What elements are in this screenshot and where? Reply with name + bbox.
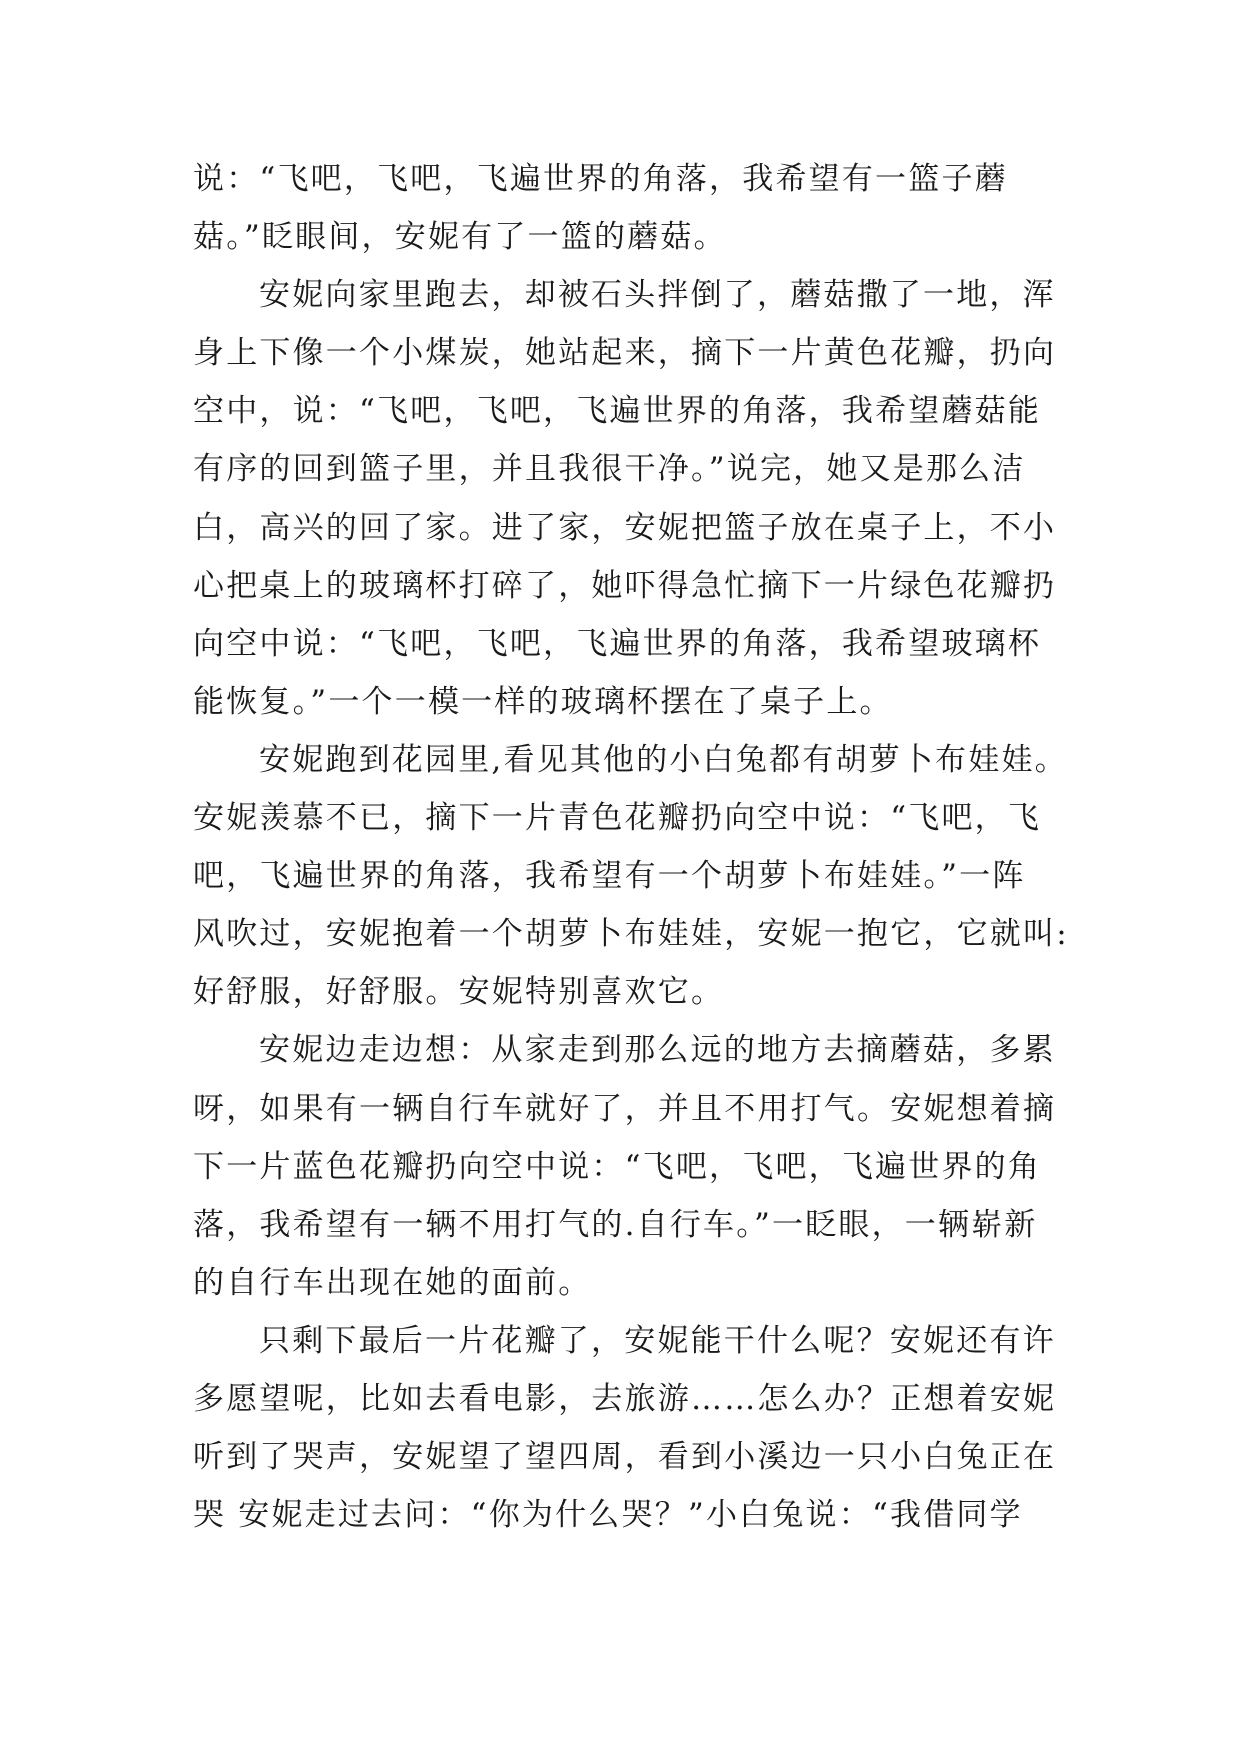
text-line: 心把桌上的玻璃杯打碎了，她吓得急忙摘下一片绿色花瓣扔 xyxy=(193,567,1057,604)
text-line: 好舒服，好舒服。安妮特别喜欢它。 xyxy=(193,974,725,1011)
text-line: 落，我希望有一辆不用打气的.自行车。”一眨眼，一辆崭新 xyxy=(193,1206,1038,1243)
text-line: 多愿望呢，比如去看电影，去旅游……怎么办？正想着安妮 xyxy=(193,1380,1057,1417)
text-line: 白，高兴的回了家。进了家，安妮把篮子放在桌子上，不小 xyxy=(193,509,1057,546)
text-line: 安妮边走边想：从家走到那么远的地方去摘蘑菇，多累 xyxy=(259,1032,1056,1069)
text-line: 身上下像一个小煤炭，她站起来，摘下一片黄色花瓣，扔向 xyxy=(193,335,1057,372)
text-line: 空中，说：“飞吧，飞吧，飞遍世界的角落，我希望蘑菇能 xyxy=(193,393,1042,430)
story-text xyxy=(193,150,1069,1544)
text-line: 安妮跑到花园里,看见其他的小白兔都有胡萝卜布娃娃。 xyxy=(259,741,1068,778)
text-line: 只剩下最后一片花瓣了，安妮能干什么呢？安妮还有许 xyxy=(259,1322,1056,1359)
text-line: 安妮向家里跑去，却被石头拌倒了，蘑菇撒了一地，浑 xyxy=(259,277,1056,314)
text-line: 说：“飞吧，飞吧，飞遍世界的角落，我希望有一篮子蘑 xyxy=(193,161,1008,197)
text-line: 向空中说：“飞吧，飞吧，飞遍世界的角落，我希望玻璃杯 xyxy=(193,625,1042,662)
text-line: 的自行车出现在她的面前。 xyxy=(193,1264,592,1301)
text-line: 能恢复。”一个一模一样的玻璃杯摆在了桌子上。 xyxy=(193,683,893,720)
text-line: 听到了哭声，安妮望了望四周，看到小溪边一只小白兔正在 xyxy=(193,1439,1057,1476)
text-line: 风吹过，安妮抱着一个胡萝卜布娃娃，安妮一抱它，它就叫: xyxy=(193,916,1069,953)
text-line: 吧，飞遍世界的角落，我希望有一个胡萝卜布娃娃。”一阵 xyxy=(193,858,1026,895)
text-line: 安妮羡慕不已，摘下一片青色花瓣扔向空中说：“飞吧，飞 xyxy=(193,800,1042,837)
text-line: 菇。”眨眼间，安妮有了一篮的蘑菇。 xyxy=(193,219,727,256)
text-line: 哭 安妮走过去问：“你为什么哭？”小白兔说：“我借同学 xyxy=(193,1497,1023,1534)
text-line: 呀，如果有一辆自行车就好了，并且不用打气。安妮想着摘 xyxy=(193,1090,1057,1127)
text-line: 有序的回到篮子里，并且我很干净。”说完，她又是那么洁 xyxy=(193,451,1026,488)
text-line: 下一片蓝色花瓣扔向空中说：“飞吧，飞吧，飞遍世界的角 xyxy=(193,1148,1042,1185)
